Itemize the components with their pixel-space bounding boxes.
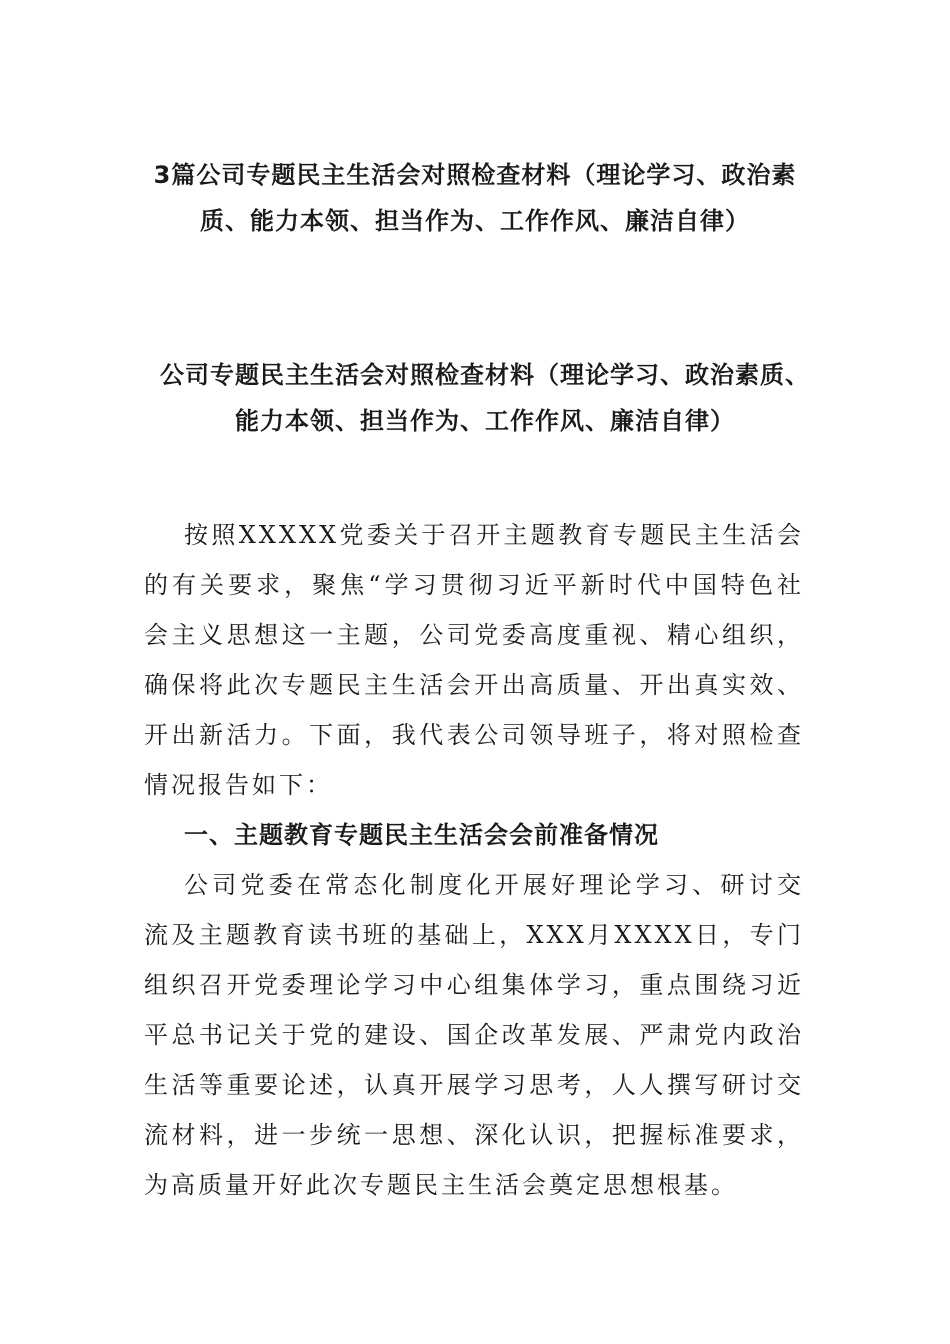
document-subtitle: 公司专题民主生活会对照检查材料（理论学习、政治素质、能力本领、担当作为、工作作风、廉洁自律）: [160, 361, 810, 435]
intro-paragraph: 按照XXXXX党委关于召开主题教育专题民主生活会的有关要求，聚焦“学习贯彻习近平新时代中国特色社会主义思想这一主题，公司党委高度重视、精心组织，确保将此次专题民主生活会开出高质量、开出真实效、开出新活力。下面，我代表公司领导班子，将对照检查情况报告如下：: [144, 521, 804, 799]
document-title: 3篇公司专题民主生活会对照检查材料（理论学习、政治素质、能力本领、担当作为、工作作风、廉洁自律）: [153, 161, 797, 235]
section-heading: 一、主题教育专题民主生活会会前准备情况: [184, 821, 659, 849]
section-paragraph: 公司党委在常态化制度化开展好理论学习、研讨交流及主题教育读书班的基础上，XXX月XXXX日，专门组织召开党委理论学习中心组集体学习，重点围绕习近平总书记关于党的建设、国企改革发展、严肃党内政治生活等重要论述，认真开展学习思考，人人撰写研讨交流材料，进一步统一思想、深化认识，把握标准要求，为高质量开好此次专题民主生活会奠定思想根基。: [144, 871, 804, 1199]
